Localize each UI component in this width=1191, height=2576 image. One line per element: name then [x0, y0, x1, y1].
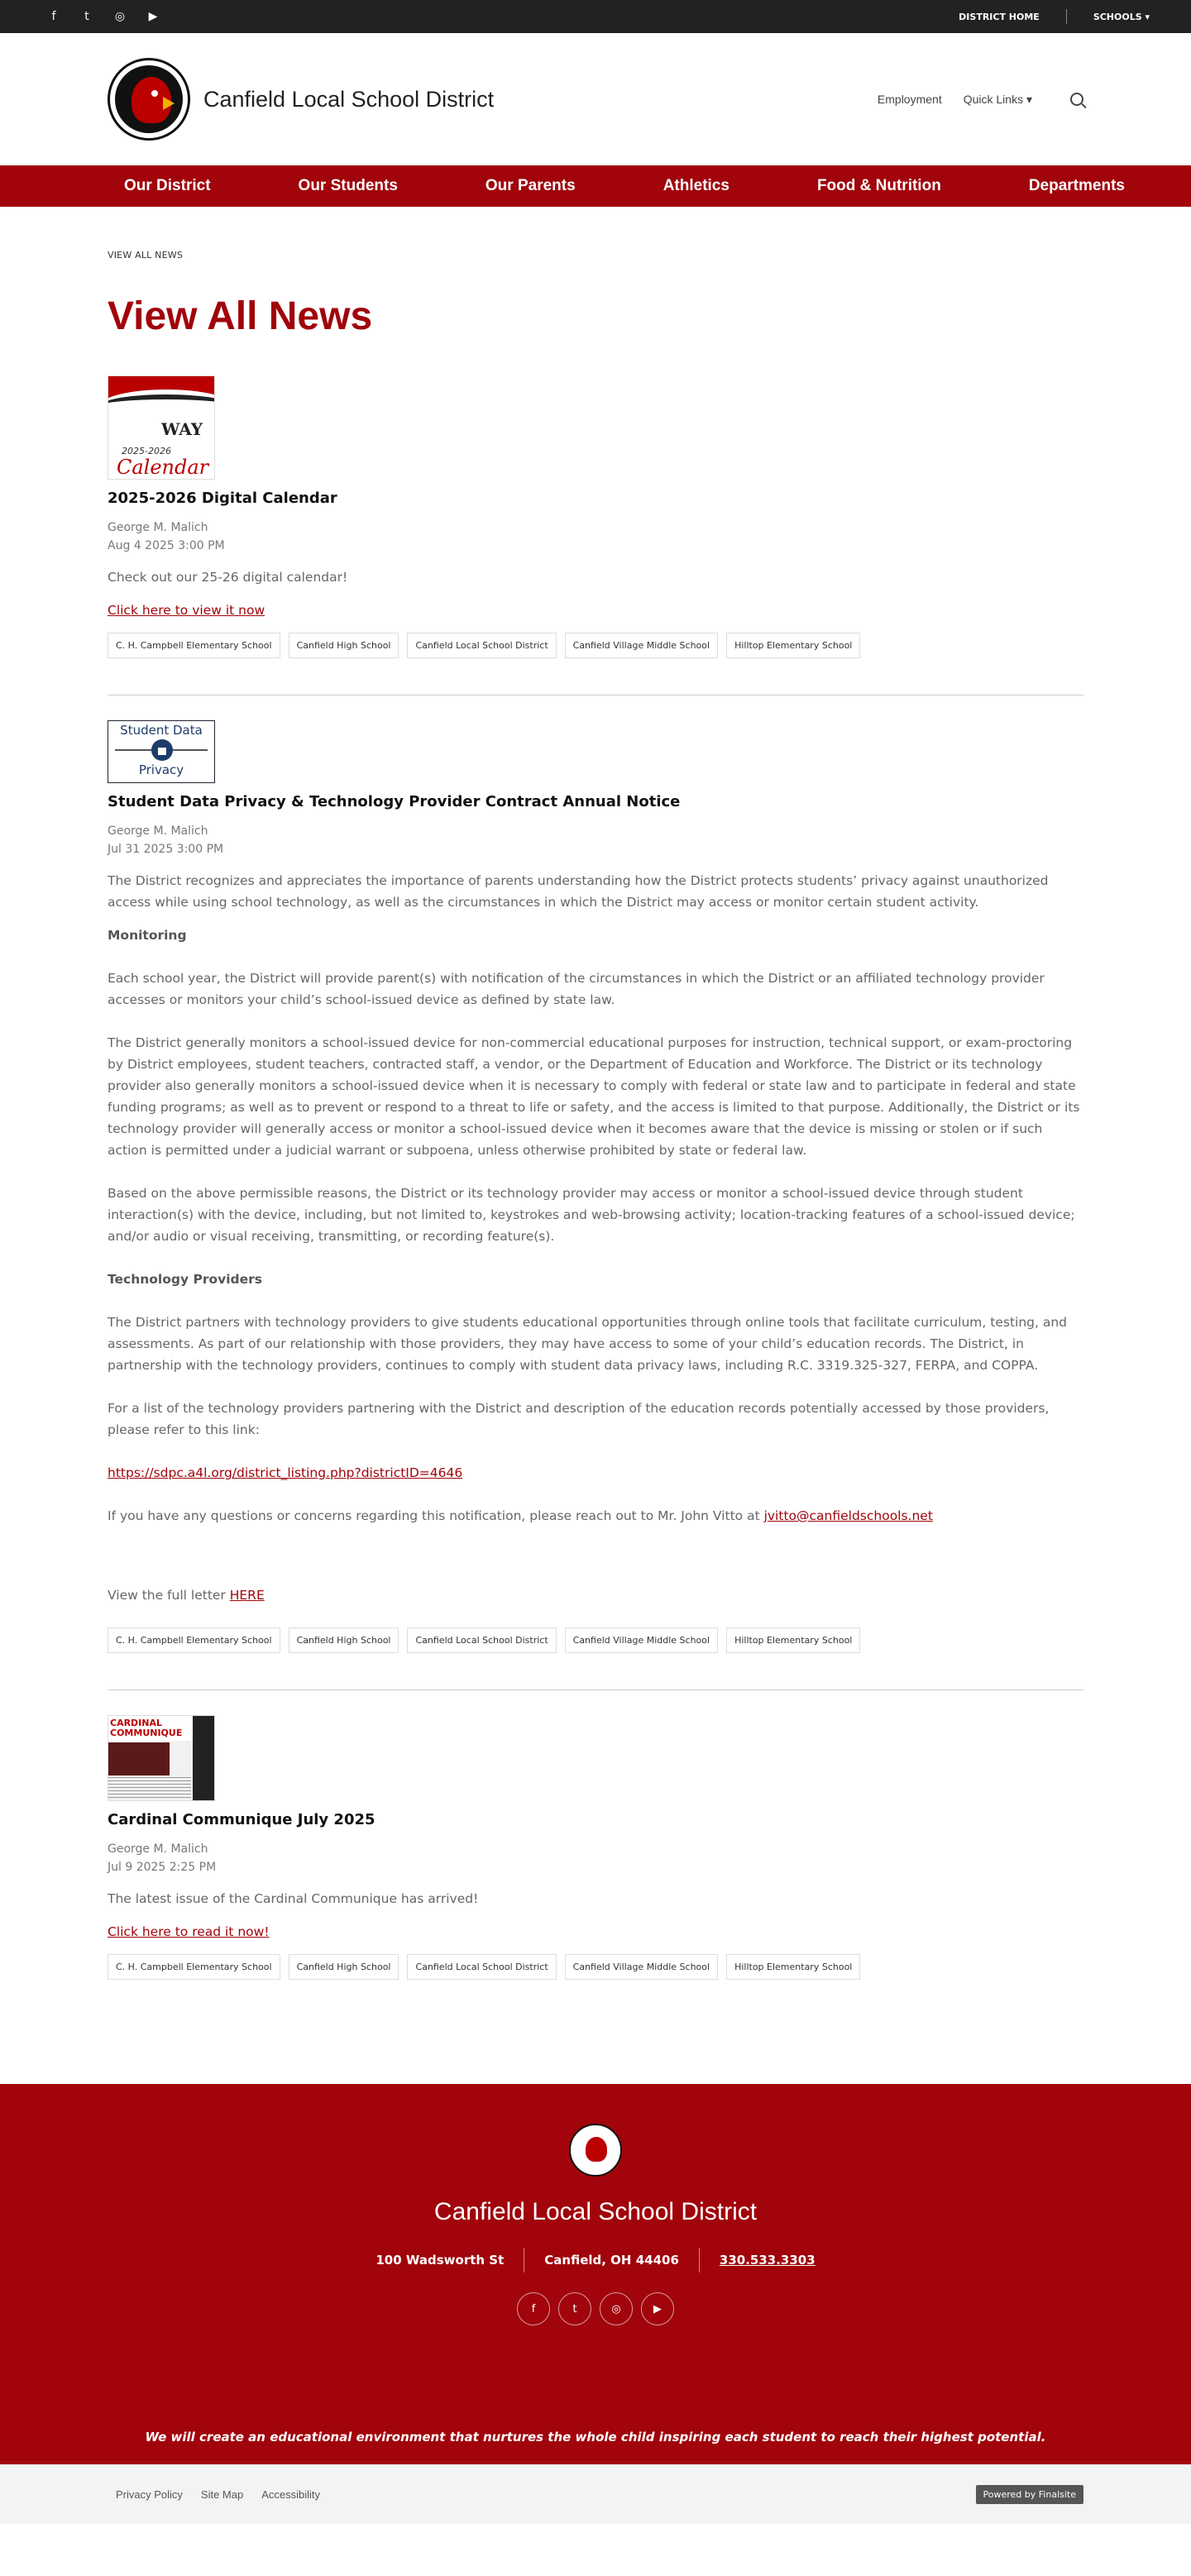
topbar-right [959, 9, 1150, 24]
search-icon[interactable] [1070, 93, 1083, 106]
twitter-icon[interactable]: t [84, 10, 89, 23]
twitter-icon[interactable]: t [558, 2292, 591, 2325]
article-meta [108, 1840, 1083, 1876]
article-meta [108, 822, 1083, 858]
site-header [0, 33, 1191, 165]
article-author: George M. Malich [108, 824, 208, 838]
thumb-sidebar [193, 1716, 214, 1801]
header-utility [878, 93, 1083, 107]
footer-address [0, 2248, 1191, 2273]
tag-hilltop[interactable]: Hilltop Elementary School [726, 1627, 860, 1653]
tag-canfield-high[interactable]: Canfield High School [289, 1627, 399, 1653]
instagram-icon[interactable]: ◎ [600, 2292, 633, 2325]
article-paragraph: Based on the above permissible reasons, the District or its technology provider may access or monitor a school-issued device through student interaction(s) with the device, including, but not limited to, keystrokes and web-browsing activity; location-tracking features of a school-issued device; and/or audio or visual receiving, transmitting, or recording feature(s). [108, 1186, 1075, 1244]
lock-icon [151, 739, 173, 761]
article-thumbnail[interactable] [108, 375, 215, 480]
nav-athletics[interactable]: Athletics [662, 177, 729, 194]
youtube-icon[interactable]: ▶ [148, 10, 158, 23]
tag-canfield-village[interactable]: Canfield Village Middle School [565, 1627, 718, 1653]
footer-logo[interactable] [569, 2124, 622, 2177]
thumb-year-text: 2025-2026 [122, 446, 171, 456]
article-author: George M. Malich [108, 521, 208, 534]
contact-text: If you have any questions or concerns regarding this notification, please reach out to Mr. John Vitto at [108, 1508, 764, 1523]
page-title: View All News [108, 294, 373, 338]
utility-bar [0, 0, 1191, 33]
thumb-text-line1: Student Data [120, 723, 203, 738]
news-article [108, 375, 1083, 695]
cardinal-beak [163, 97, 175, 110]
full-letter-text: View the full letter [108, 1588, 230, 1603]
article-tags [108, 1954, 1083, 1980]
divider [699, 2248, 700, 2273]
thumb-text-rows [108, 1777, 191, 1801]
social-links [46, 9, 160, 24]
article-paragraph: Each school year, the District will provide parent(s) with notification of the circumstances in which the District or an affiliated technology provider accesses or monitors your child’s school-issued device as defined by state law. [108, 971, 1045, 1007]
footer-street: 100 Wadsworth St [375, 2253, 505, 2268]
article-title[interactable]: Cardinal Communique July 2025 [108, 1811, 375, 1828]
article-title[interactable]: Student Data Privacy & Technology Provider Contract Annual Notice [108, 793, 681, 810]
article-link[interactable]: Click here to view it now [108, 603, 265, 618]
facebook-icon[interactable]: f [51, 10, 56, 23]
article-date: Aug 4 2025 3:00 PM [108, 539, 225, 552]
tag-canfield-village[interactable]: Canfield Village Middle School [565, 1954, 718, 1980]
tag-canfield-high[interactable]: Canfield High School [289, 1954, 399, 1980]
tag-canfield-district[interactable]: Canfield Local School District [407, 1954, 556, 1980]
site-footer [0, 2084, 1191, 2464]
article-thumbnail[interactable] [108, 1715, 215, 1801]
tag-hilltop[interactable]: Hilltop Elementary School [726, 1954, 860, 1980]
email-link[interactable]: jvitto@canfieldschools.net [763, 1508, 933, 1523]
tag-canfield-high[interactable]: Canfield High School [289, 633, 399, 658]
footer-city: Canfield, OH 44406 [544, 2253, 679, 2268]
article-paragraph: For a list of the technology providers partnering with the District and description of the education records potentially accessed by those providers, please refer to this link: [108, 1401, 1050, 1437]
thumb-title-line2: COMMUNIQUE [110, 1728, 183, 1738]
section-heading-tech-providers: Technology Providers [108, 1272, 263, 1287]
nav-our-students[interactable]: Our Students [298, 177, 398, 194]
instagram-icon[interactable]: ◎ [114, 10, 126, 23]
nav-our-parents[interactable]: Our Parents [485, 177, 576, 194]
article-paragraph: The District partners with technology providers to give students educational opportunities through online tools that facilitate curriculum, testing, and assessments. As part of our relationship with those providers, they may have access to some of your child’s education records. The District, in partnership with the technology providers, continues to comply with student data privacy laws, including R.C. 3319.325-327, FERPA, and COPPA. [108, 1315, 1068, 1373]
tag-hilltop[interactable]: Hilltop Elementary School [726, 633, 860, 658]
article-date: Jul 9 2025 2:25 PM [108, 1861, 217, 1874]
footer-social [0, 2292, 1191, 2325]
section-heading-monitoring: Monitoring [108, 928, 187, 943]
site-title: Canfield Local School District [203, 86, 495, 112]
article-tags [108, 633, 1083, 658]
footer-phone-link[interactable]: 330.533.3303 [719, 2253, 816, 2268]
sdpc-link[interactable]: https://sdpc.a4l.org/district_listing.php?districtID=4646 [108, 1465, 463, 1480]
cardinal-eye [151, 90, 158, 97]
article-body [108, 870, 1083, 1606]
tag-canfield-district[interactable]: Canfield Local School District [407, 633, 556, 658]
news-article [108, 1715, 1083, 2016]
thumb-text-line2: Privacy [138, 762, 184, 777]
article-date: Jul 31 2025 3:00 PM [108, 843, 224, 856]
article-summary: Check out our 25-26 digital calendar! [108, 570, 348, 585]
full-letter-link[interactable]: HERE [229, 1588, 265, 1603]
thumb-calendar-text: Calendar [117, 456, 209, 479]
nav-food-nutrition[interactable]: Food & Nutrition [816, 177, 941, 194]
news-article [108, 720, 1083, 1690]
article-link[interactable]: Click here to read it now! [108, 1924, 270, 1939]
accessibility-link[interactable]: Accessibility [261, 2488, 321, 2501]
nav-our-district[interactable]: Our District [124, 177, 211, 194]
tag-ch-campbell[interactable]: C. H. Campbell Elementary School [108, 1954, 280, 1980]
article-thumbnail[interactable] [108, 720, 215, 783]
article-author: George M. Malich [108, 1842, 208, 1856]
tag-ch-campbell[interactable]: C. H. Campbell Elementary School [108, 633, 280, 658]
article-tags [108, 1627, 1083, 1653]
footer-title: Canfield Local School District [433, 2198, 758, 2225]
district-home-link[interactable]: DISTRICT HOME [959, 11, 1040, 22]
site-map-link[interactable]: Site Map [200, 2488, 244, 2501]
employment-link[interactable]: Employment [877, 93, 942, 106]
article-summary: The latest issue of the Cardinal Communique has arrived! [108, 1891, 479, 1906]
tag-canfield-village[interactable]: Canfield Village Middle School [565, 633, 718, 658]
tag-ch-campbell[interactable]: C. H. Campbell Elementary School [108, 1627, 280, 1653]
thumb-photo [108, 1742, 170, 1775]
schools-dropdown[interactable]: SCHOOLS ▾ [1093, 11, 1150, 22]
footer-motto: We will create an educational environment that nurtures the whole child inspiring each student to reach their highest potential. [145, 2430, 1046, 2445]
privacy-policy-link[interactable]: Privacy Policy [116, 2488, 183, 2501]
article-paragraph: The District generally monitors a school-issued device for non-commercial educational purposes for instruction, technical support, or exam-proctoring by District employees, student teachers, contracted staff, a vendor, or the Department of Education and Workforce. The District or its technology provider also generally monitors a school-issued device when it is necessary to comply with federal or state law and to participate in federal and state funding programs; as well as to prevent or respond to a threat to life or safety, and the access is limited to that purpose. Additionally, the District or its technology provider will generally access or monitor a school-issued device when it becomes aware that the device is missing or stolen or if such action is permitted under a judicial warrant or subpoena, unless otherwise prohibited by state or federal law. [108, 1035, 1080, 1158]
facebook-icon[interactable]: f [517, 2292, 550, 2325]
main-content [0, 250, 1191, 2016]
article-paragraph: The District recognizes and appreciates the importance of parents understanding how the District protects students’ privacy against unauthorized access while using school technology, as well as the circumstances in which the District may access or monitor certain student activity. [108, 873, 1049, 910]
tag-canfield-district[interactable]: Canfield Local School District [407, 1627, 556, 1653]
powered-by-badge[interactable]: Powered by Finalsite [976, 2485, 1083, 2504]
brand[interactable] [108, 58, 494, 141]
divider [1066, 9, 1067, 24]
thumb-swoosh [108, 394, 215, 418]
main-nav [0, 165, 1191, 207]
article-body [108, 1888, 1083, 1943]
bottom-bar [0, 2464, 1191, 2524]
thumb-title-line1: CARDINAL [110, 1718, 163, 1728]
legal-links [116, 2488, 320, 2501]
thumb-way-text: WAY [161, 419, 203, 439]
district-logo [108, 58, 190, 141]
article-body [108, 566, 1083, 621]
youtube-icon[interactable]: ▶ [641, 2292, 674, 2325]
breadcrumb: VIEW ALL NEWS [108, 250, 184, 260]
article-meta [108, 519, 1083, 555]
nav-departments[interactable]: Departments [1028, 177, 1125, 194]
quick-links-dropdown[interactable]: Quick Links ▾ [963, 92, 1032, 106]
article-title[interactable]: 2025-2026 Digital Calendar [108, 490, 337, 507]
